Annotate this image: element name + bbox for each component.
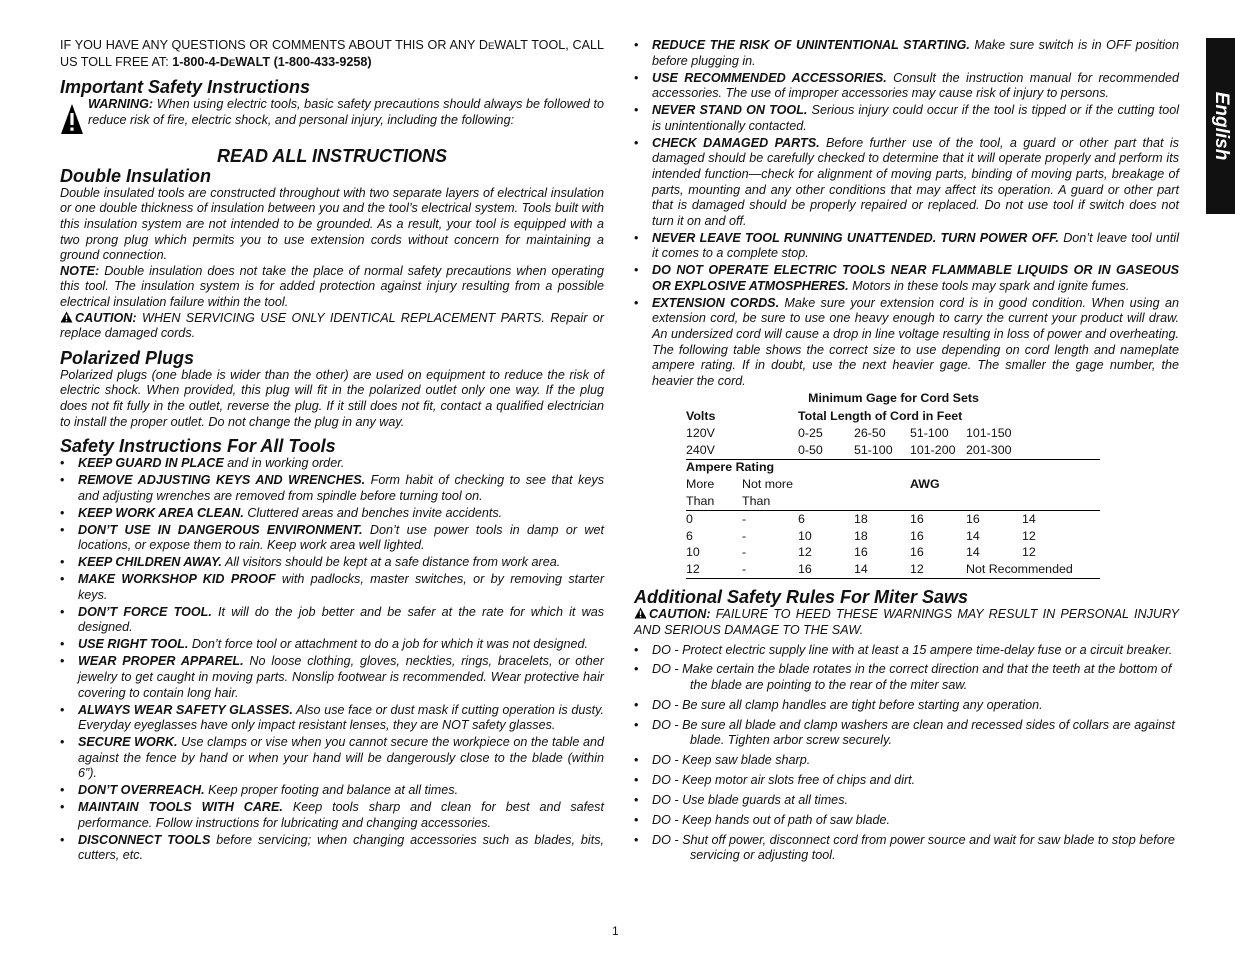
awg-header: AWG xyxy=(910,477,940,492)
list-item: • MAKE WORKSHOP KID PROOF with padlocks, master switches, or by removing starter keys. xyxy=(60,572,604,603)
do-list xyxy=(634,643,1179,865)
list-item: • EXTENSION CORDS. Make sure your extension cord is in good condition. When using an extension cord, be sure to use one heavy enough to carry the current your product will draw. An undersized cord will cause a drop in line voltage resulting in loss of power and overheating. The following table shows the correct size to use depending on cord length and nameplate ampere rating. If in doubt, use the next heavier gage. The smaller the gage number, the heavier the cord. xyxy=(634,296,1179,390)
heading-safety-all-tools: Safety Instructions For All Tools xyxy=(60,436,336,457)
left-column xyxy=(60,38,604,865)
list-item: • DO - Shut off power, disconnect cord from power source and wait for saw blade to stop before servicing or adjusting tool. xyxy=(634,833,1179,864)
list-item: • DO - Make certain the blade rotates in the correct direction and that the teeth at the bottom of the blade are pointing to the rear of the miter saw. xyxy=(634,662,1179,693)
table-row: 120V 0-25 26-50 51-100 101-150 xyxy=(686,425,1012,440)
list-item: • DO - Be sure all blade and clamp washers are clean and recessed sides of collars are against blade. Tighten arbor screw securely. xyxy=(634,718,1179,749)
warning-triangle-icon xyxy=(60,97,88,140)
right-column xyxy=(634,38,1179,868)
gage-table-title: Minimum Gage for Cord Sets xyxy=(808,390,979,405)
list-item: • DO - Protect electric supply line with at least a 15 ampere time-delay fuse or a circuit breaker. xyxy=(634,643,1179,659)
list-item: • DON’T OVERREACH. Keep proper footing and balance at all times. xyxy=(60,783,604,799)
list-item: • DO - Keep motor air slots free of chips and dirt. xyxy=(634,773,1179,789)
table-row: 6 - 10 18 16 14 12 xyxy=(686,528,1036,543)
list-item: • ALWAYS WEAR SAFETY GLASSES. Also use face or dust mask if cutting operation is dusty. Everyday eyeglasses have only impact resistant lenses, they are NOT safety glasses. xyxy=(60,703,604,734)
list-item: • USE RECOMMENDED ACCESSORIES. Consult the instruction manual for recommended accessories. The use of improper accessories may cause risk of injury to persons. xyxy=(634,71,1179,102)
list-item: • REDUCE THE RISK OF UNINTENTIONAL STARTING. Make sure switch is in OFF position before plugging in. xyxy=(634,38,1179,69)
page-number: 1 xyxy=(612,924,619,938)
caution-triangle-icon xyxy=(634,607,647,619)
list-item: • KEEP CHILDREN AWAY. All visitors should be kept at a safe distance from work area. xyxy=(60,555,604,571)
list-item: • KEEP GUARD IN PLACE and in working order. xyxy=(60,456,604,472)
table-row: 0 - 6 18 16 16 14 xyxy=(686,511,1100,528)
ampere-header: Ampere Rating xyxy=(686,459,1100,476)
contact-line: IF YOU HAVE ANY QUESTIONS OR COMMENTS ABOUT THIS OR ANY DEWALT TOOL, CALL US TOLL FREE AT: 1-800-4-DEWALT (1-800-433-9258) xyxy=(60,38,604,69)
caution-paragraph: CAUTION: WHEN SERVICING USE ONLY IDENTICAL REPLACEMENT PARTS. Repair or replace damaged cords. xyxy=(60,310,604,341)
caution-triangle-icon xyxy=(60,311,73,323)
caution-paragraph-right: CAUTION: FAILURE TO HEED THESE WARNINGS MAY RESULT IN PERSONAL INJURY AND SERIOUS DAMAGE TO THE SAW. xyxy=(634,607,1179,637)
double-insulation-text: Double insulated tools are constructed throughout with two separate layers of electrical insulation or one double thickness of insulation between you and the tool’s electrical system. Tools built with this insulation system are not intended to be grounded. As a result, your tool is equipped with a two prong plug which permits you to use extension cords without concern for maintaining a ground connection. xyxy=(60,185,604,263)
heading-double-insulation: Double Insulation xyxy=(60,165,211,186)
heading-miter-saws: Additional Safety Rules For Miter Saws xyxy=(634,587,969,608)
list-item: • DO - Keep hands out of path of saw blade. xyxy=(634,813,1179,829)
warning-text: When using electric tools, basic safety precautions should always be followed to reduce risk of fire, electric shock, and personal injury, including the following: xyxy=(88,97,604,127)
list-item: • NEVER LEAVE TOOL RUNNING UNATTENDED. TURN POWER OFF. Don’t leave tool until it comes to a complete stop. xyxy=(634,231,1179,262)
heading-polarized-plugs: Polarized Plugs xyxy=(60,347,195,368)
list-item: • DO - Be sure all clamp handles are tight before starting any operation. xyxy=(634,698,1179,714)
list-item: • DON’T USE IN DANGEROUS ENVIRONMENT. Don’t use power tools in damp or wet locations, or expose them to rain. Keep work area well lighted. xyxy=(60,523,604,554)
note-paragraph: NOTE: Double insulation does not take the place of normal safety precautions when operating this tool. The insulation system is for added protection against injury resulting from a possible electrical insulation failure within the tool. xyxy=(60,263,604,309)
polarized-text: Polarized plugs (one blade is wider than the other) are used on equipment to reduce the risk of electric shock. When provided, this plug will fit in the polarized outlet only one way. If the plug does not fit fully in the outlet, reverse the plug. If it still does not fit, contact a qualified electrician to install the proper outlet. Do not change the plug in any way. xyxy=(60,367,604,429)
heading-read-all: READ ALL INSTRUCTIONS xyxy=(216,145,447,166)
list-item: • WEAR PROPER APPAREL. No loose clothing, gloves, neckties, rings, bracelets, or other jewelry to get caught in moving parts. Nonslip footwear is recommended. Wear protective hair covering to contain long hair. xyxy=(60,654,604,701)
list-item: • CHECK DAMAGED PARTS. Before further use of the tool, a guard or other part that is damaged should be carefully checked to determine that it will operate properly and perform its intended function—check for alignment of moving parts, binding of moving parts, breakage of parts, mounting and any other conditions that may affect its operation. A guard or other part that is damaged should be properly repaired or replaced. Do not use tool if switch does not turn it on and off. xyxy=(634,136,1179,230)
warning-block xyxy=(60,97,604,140)
list-item: • DO NOT OPERATE ELECTRIC TOOLS NEAR FLAMMABLE LIQUIDS OR IN GASEOUS OR EXPLOSIVE ATMOSPHERES. Motors in these tools may spark and ignite fumes. xyxy=(634,263,1179,294)
volts-header: Volts xyxy=(686,408,716,423)
list-item: • USE RIGHT TOOL. Don’t force tool or attachment to do a job for which it was not designed. xyxy=(60,637,604,653)
table-row: 240V 0-50 51-100 101-200 201-300 xyxy=(686,442,1012,457)
gage-table: Volts Total Length of Cord in Feet 120V 0-25 26-50 51-100 101-150 240V 0-50 51-100 101-200 201-300 Ampere Rating More Not more AWG Than Than 0 - 6 18 16 16 14 6 - 10 18 16 14 12 10 - 12 16 16 14 12 12 - 16 14 12 Not Recommended xyxy=(686,408,1100,579)
table-row: 12 - 16 14 12 Not Recommended xyxy=(686,562,1100,579)
length-header: Total Length of Cord in Feet xyxy=(798,408,963,423)
list-item: • DO - Use blade guards at all times. xyxy=(634,793,1179,809)
safety-list-left xyxy=(60,456,604,864)
heading-important-safety: Important Safety Instructions xyxy=(60,77,311,98)
list-item: • DISCONNECT TOOLS before servicing; when changing accessories such as blades, bits, cutters, etc. xyxy=(60,833,604,864)
language-tab-label: English xyxy=(1210,91,1232,161)
list-item: • DO - Keep saw blade sharp. xyxy=(634,753,1179,769)
phone-number: 1-800-4-DEWALT (1-800-433-9258) xyxy=(172,54,372,69)
list-item: • MAINTAIN TOOLS WITH CARE. Keep tools sharp and clean for best and safest performance. Follow instructions for lubricating and changing accessories. xyxy=(60,800,604,831)
list-item: • DON’T FORCE TOOL. It will do the job better and be safer at the rate for which it was designed. xyxy=(60,605,604,636)
list-item: • SECURE WORK. Use clamps or vise when you cannot secure the workpiece on the table and against the fence by hand or when your hand will be dangerously close to the blade (within 6”). xyxy=(60,735,604,782)
warning-label: WARNING: xyxy=(88,97,154,112)
list-item: • REMOVE ADJUSTING KEYS AND WRENCHES. Form habit of checking to see that keys and adjusting wrenches are removed from spindle before turning tool on. xyxy=(60,473,604,504)
safety-list-right xyxy=(634,38,1179,389)
table-row: 10 - 12 16 16 14 12 xyxy=(686,545,1036,560)
list-item: • KEEP WORK AREA CLEAN. Cluttered areas and benches invite accidents. xyxy=(60,506,604,522)
language-tab xyxy=(1206,38,1235,214)
list-item: • NEVER STAND ON TOOL. Serious injury could occur if the tool is tipped or if the cutting tool is unintentionally contacted. xyxy=(634,103,1179,134)
